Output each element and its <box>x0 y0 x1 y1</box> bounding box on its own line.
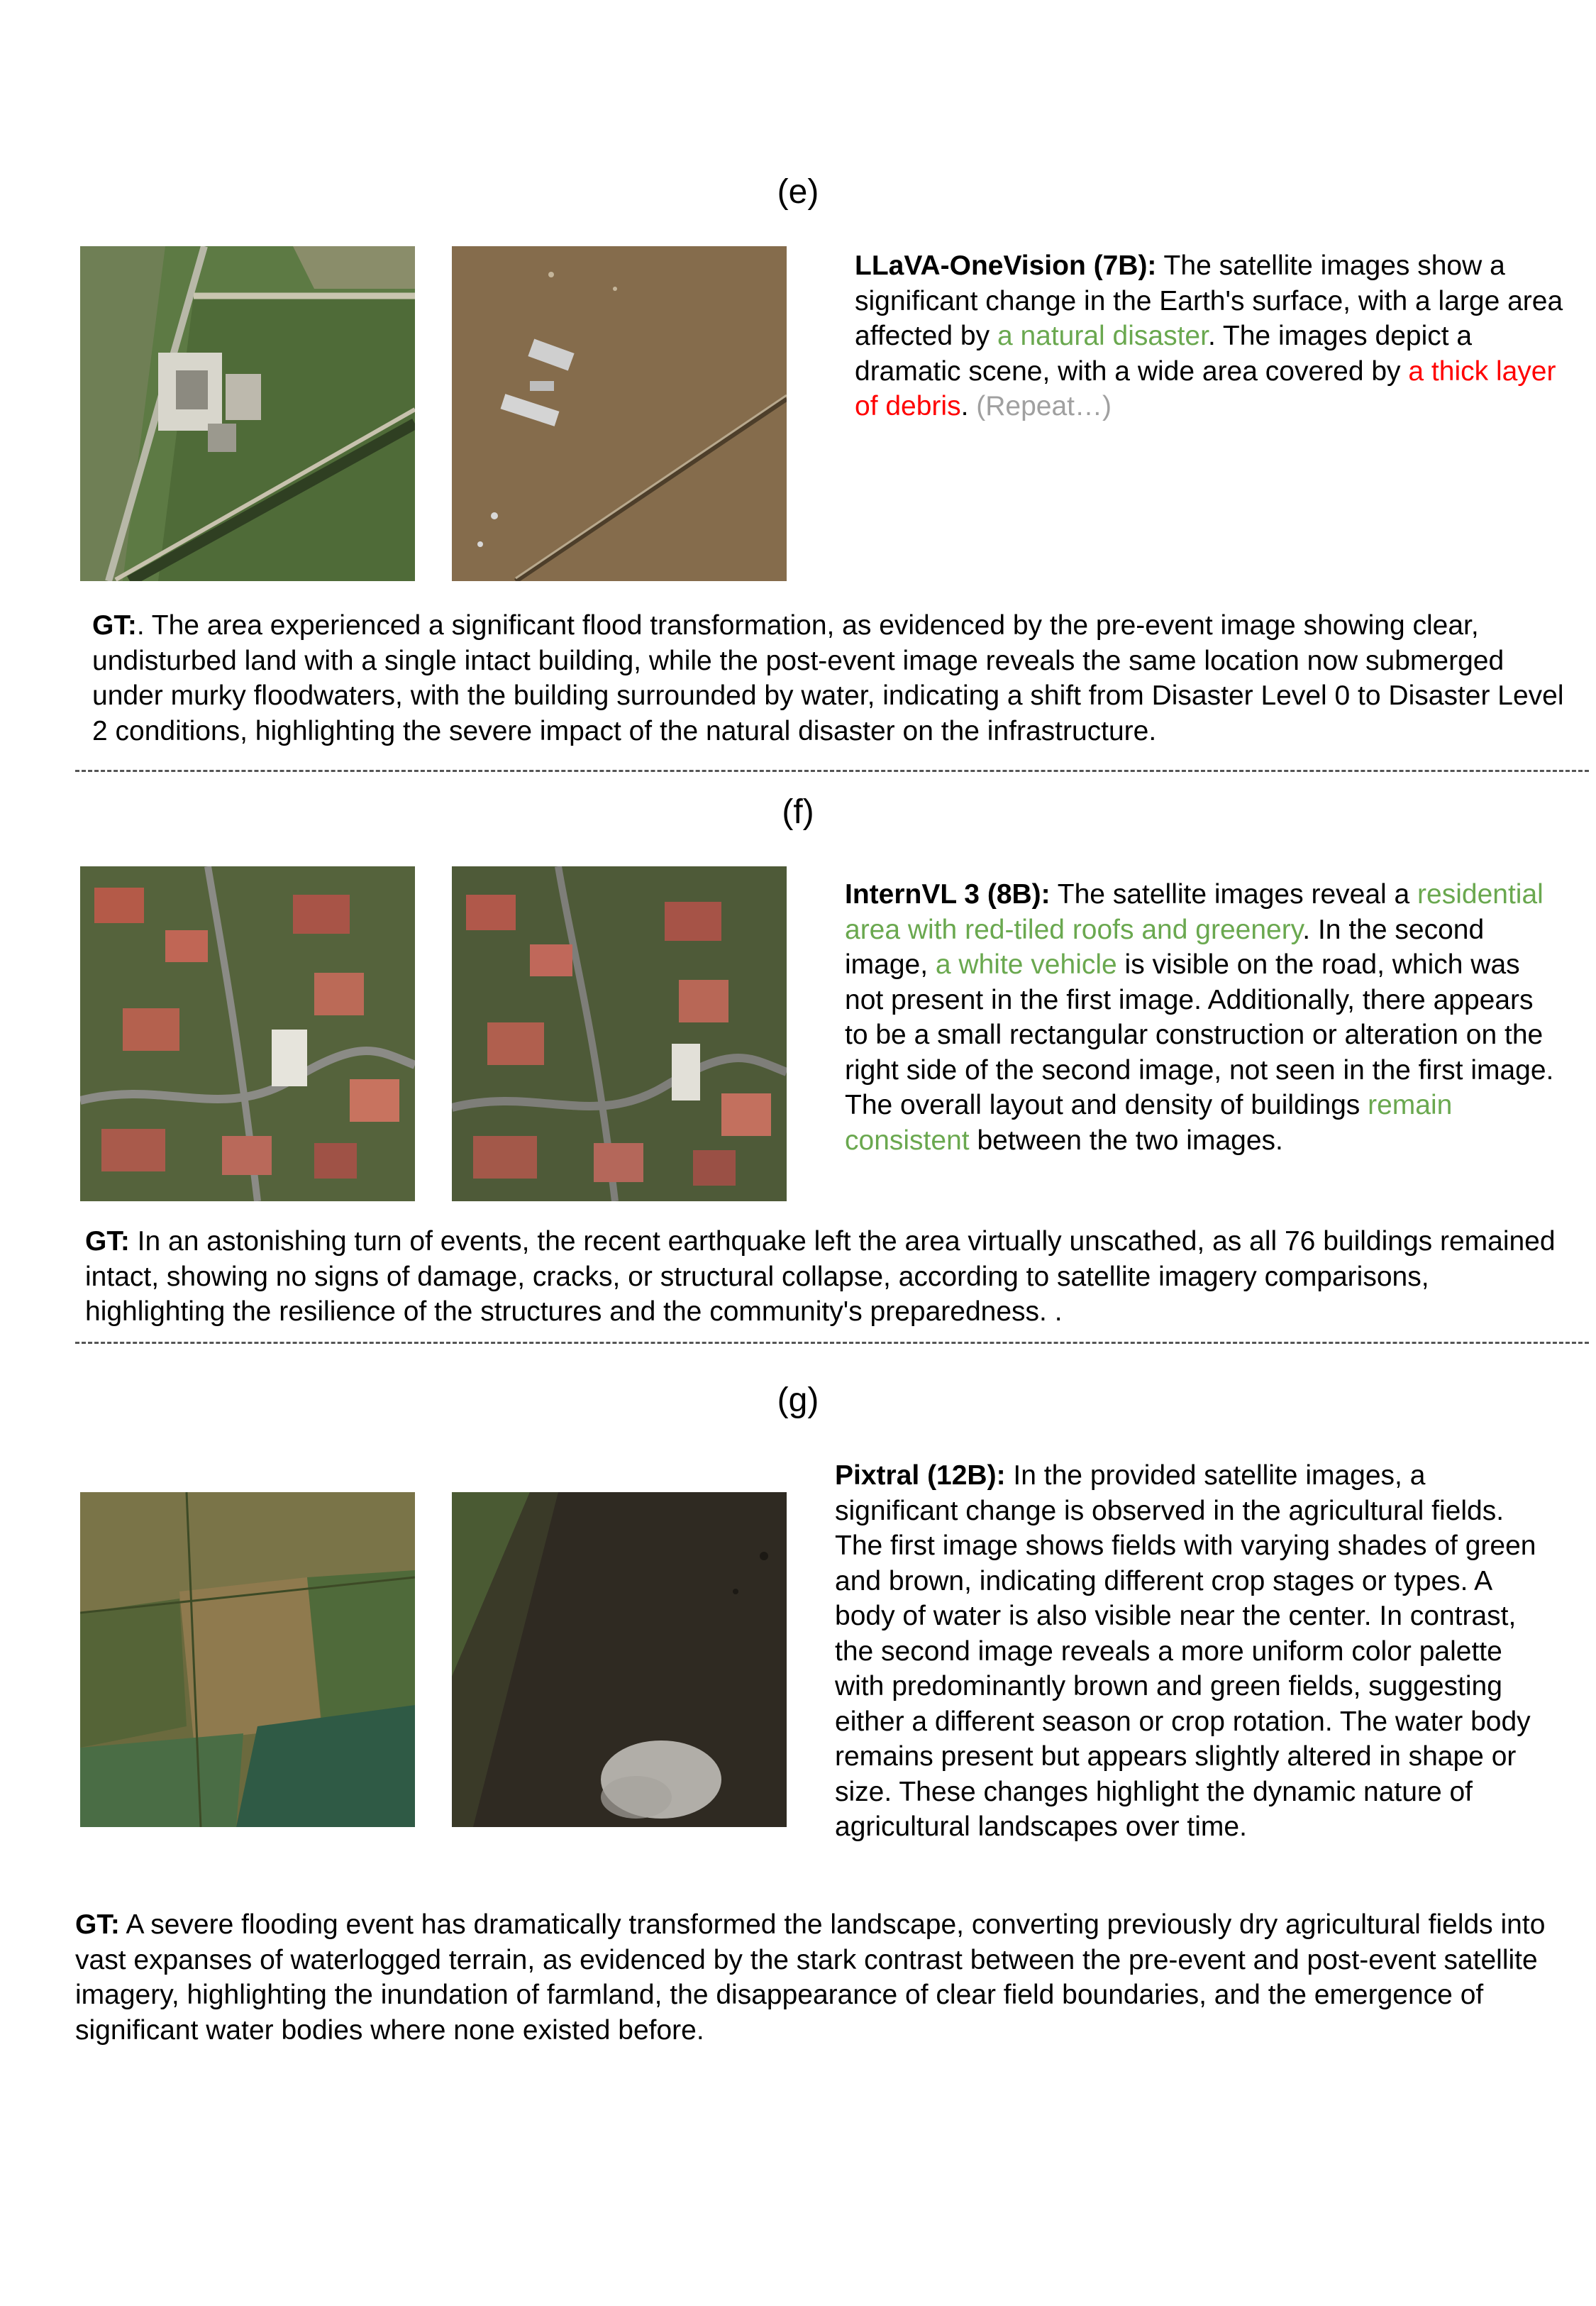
answer-text: . <box>960 391 977 421</box>
gt-text: . The area experienced a significant flood transformation, as evidenced by the pre-event image showing clear, undisturbed land with a single intact building, while the post-event image reveals the same location now submerged under murky floodwaters, with the building surrounded by water, indicating a shift from Disaster Level 0 to Disaster Level 2 conditions, highlighting the severe impact of the natural disaster on the infrastructure. <box>92 610 1564 746</box>
satellite-post-event-image <box>452 1492 787 1827</box>
model-name: LLaVA-OneVision (7B): <box>855 250 1157 281</box>
ground-truth-f <box>85 1224 1575 1330</box>
answer-text: The satellite images reveal a <box>1050 879 1418 910</box>
model-name: InternVL 3 (8B): <box>845 879 1051 910</box>
answer-hallucination-highlight: a thick layer of debris <box>855 355 1556 421</box>
gt-label: GT: <box>85 1226 130 1257</box>
section-label-f: (f) <box>782 793 814 831</box>
model-name: Pixtral (12B): <box>835 1460 1006 1491</box>
answer-repeat-marker: (Repeat…) <box>976 391 1112 421</box>
answer-text: . In the second image, <box>845 914 1485 980</box>
section-divider <box>75 770 1589 772</box>
satellite-post-event-image <box>452 246 787 581</box>
answer-text: between the two images. <box>969 1125 1283 1156</box>
satellite-post-event-image <box>452 866 787 1201</box>
answer-correct-highlight: residential area with red-tiled roofs and greenery <box>845 879 1544 945</box>
section-label-e: (e) <box>777 173 819 211</box>
model-answer-g <box>835 1458 1544 1845</box>
answer-correct-highlight: a white vehicle <box>935 949 1117 980</box>
model-answer-f <box>845 877 1561 1158</box>
answer-text: In the provided satellite images, a significant change is observed in the agricultural fields. The first image shows fields with varying shades of green and brown, indicating different crop stages or types. A body of water is also visible near the center. In contrast, the second image reveals a more uniform color palette with predominantly brown and green fields, suggesting either a different season or crop rotation. The water body remains present but appears slightly altered in shape or size. These changes highlight the dynamic nature of agricultural landscapes over time. <box>835 1460 1536 1842</box>
answer-correct-highlight: remain consistent <box>845 1090 1453 1156</box>
ground-truth-e <box>92 608 1582 749</box>
ground-truth-g <box>75 1907 1565 2048</box>
gt-label: GT: <box>92 610 137 641</box>
gt-label: GT: <box>75 1909 120 1940</box>
answer-correct-highlight: a natural disaster <box>997 321 1208 351</box>
satellite-pre-event-image <box>80 1492 415 1827</box>
satellite-pre-event-image <box>80 246 415 581</box>
section-label-g: (g) <box>777 1381 819 1419</box>
satellite-pre-event-image <box>80 866 415 1201</box>
section-divider <box>75 1342 1589 1344</box>
gt-text: In an astonishing turn of events, the recent earthquake left the area virtually unscathed, as all 76 buildings remained intact, showing no signs of damage, cracks, or structural collapse, according to satellite imagery comparisons, highlighting the resilience of the structures and the community's preparedness. . <box>85 1226 1556 1327</box>
answer-text: The satellite images show a significant change in the Earth's surface, with a large area affected by <box>855 250 1563 351</box>
gt-text: A severe flooding event has dramatically transformed the landscape, converting previously dry agricultural fields into vast expanses of waterlogged terrain, as evidenced by the stark contrast between the pre-event and post-event satellite imagery, highlighting the inundation of farmland, the disappearance of clear field boundaries, and the emergence of significant water bodies where none existed before. <box>75 1909 1546 2046</box>
answer-text: is visible on the road, which was not present in the first image. Additionally, there appears to be a small rectangular construction or alteration on the right side of the second image, not seen in the first image. The overall layout and density of buildings <box>845 949 1554 1120</box>
answer-text: . The images depict a dramatic scene, with a wide area covered by <box>855 321 1473 387</box>
model-answer-e <box>855 248 1564 424</box>
